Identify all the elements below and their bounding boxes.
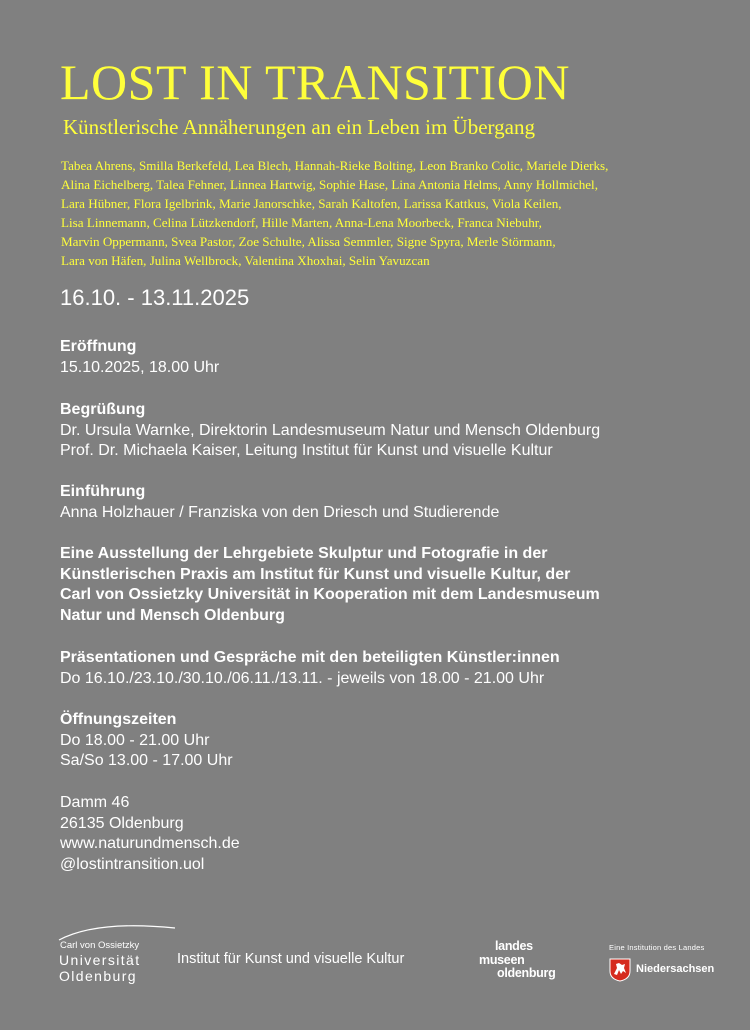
artist-line: Lisa Linnemann, Celina Lützkendorf, Hille Marten, Anna-Lena Moorbeck, Franca Niebuhr, [61,214,542,230]
poster-title: LOST IN TRANSITION [60,54,570,110]
artist-line: Lara von Häfen, Julina Wellbrock, Valentina Xhoxhai, Selin Yavuzcan [61,252,430,268]
landesmuseen-logo-line: landes [495,939,533,953]
exhibition-dates: 16.10. - 13.11.2025 [60,285,250,310]
opening-heading: Eröffnung [60,338,137,355]
institute-name: Institut für Kunst und visuelle Kultur [177,951,405,967]
presentations-heading: Präsentationen und Gespräche mit den beteiligten Künstler:innen [60,649,560,666]
landesmuseen-logo-line: oldenburg [497,966,556,980]
presentations-dates: Do 16.10./23.10./30.10./06.11./13.11. - jeweils von 18.00 - 21.00 Uhr [60,669,545,687]
address-street: Damm 46 [60,794,130,811]
university-name-line: Carl von Ossietzky [60,940,140,951]
landesmuseen-logo [477,940,577,985]
university-name-line: Universität [59,952,141,968]
presentations-section [60,648,680,689]
introduction-section [60,482,680,523]
university-logo [57,922,177,992]
artist-line: Alina Eichelberg, Talea Fehner, Linnea Hartwig, Sophie Hase, Lina Antonia Helms, Anny Hollmichel, [61,176,598,192]
welcome-speaker: Dr. Ursula Warnke, Direktorin Landesmuseum Natur und Mensch Oldenburg [60,421,601,439]
artist-line: Tabea Ahrens, Smilla Berkefeld, Lea Blech, Hannah-Rieke Bolting, Leon Branko Colic, Mariele Dierks, [61,158,609,173]
opening-hours-heading: Öffnungszeiten [60,711,177,728]
introduction-speakers: Anna Holzhauer / Franziska von den Driesch und Studierende [60,503,500,521]
artist-list [61,157,677,270]
landesmuseen-logo-line: museen [479,952,525,967]
website-link[interactable]: www.naturundmensch.de [60,835,240,852]
description-line: Carl von Ossietzky Universität in Kooperation mit dem Landesmuseum [60,586,600,603]
opening-hours-line: Sa/So 13.00 - 17.00 Uhr [60,752,233,769]
welcome-heading: Begrüßung [60,401,146,418]
exhibition-description [60,544,675,626]
niedersachsen-logo [609,958,719,982]
opening-date: 15.10.2025, 18.00 Uhr [60,358,220,376]
contact-section [60,793,680,875]
description-line: Natur und Mensch Oldenburg [60,606,285,624]
opening-hours-line: Do 18.00 - 21.00 Uhr [60,731,210,749]
opening-section [60,337,680,378]
address-city: 26135 Oldenburg [60,814,184,832]
welcome-speaker: Prof. Dr. Michaela Kaiser, Leitung Institut für Kunst und visuelle Kultur [60,442,553,459]
state-institution-caption: Eine Institution des Landes [609,943,705,952]
artist-line: Marvin Oppermann, Svea Pastor, Zoe Schulte, Alissa Semmler, Signe Spyra, Merle Störmann, [61,233,556,249]
university-arc-icon [57,922,177,942]
welcome-section [60,400,680,462]
artist-line: Lara Hübner, Flora Igelbrink, Marie Janorschke, Sarah Kaltofen, Larissa Kattkus, Viola Keilen, [61,195,562,211]
university-name-line: Oldenburg [59,968,137,984]
social-handle[interactable]: @lostintransition.uol [60,855,205,873]
description-line: Eine Ausstellung der Lehrgebiete Skulptur und Fotografie in der [60,545,548,562]
poster-subtitle: Künstlerische Annäherungen an ein Leben im Übergang [63,115,535,139]
niedersachsen-label: Niedersachsen [636,963,715,975]
description-line: Künstlerischen Praxis am Institut für Kunst und visuelle Kultur, der [60,565,571,583]
lower-saxony-horse-shield-icon [609,958,631,982]
opening-hours-section [60,710,680,772]
introduction-heading: Einführung [60,483,146,500]
